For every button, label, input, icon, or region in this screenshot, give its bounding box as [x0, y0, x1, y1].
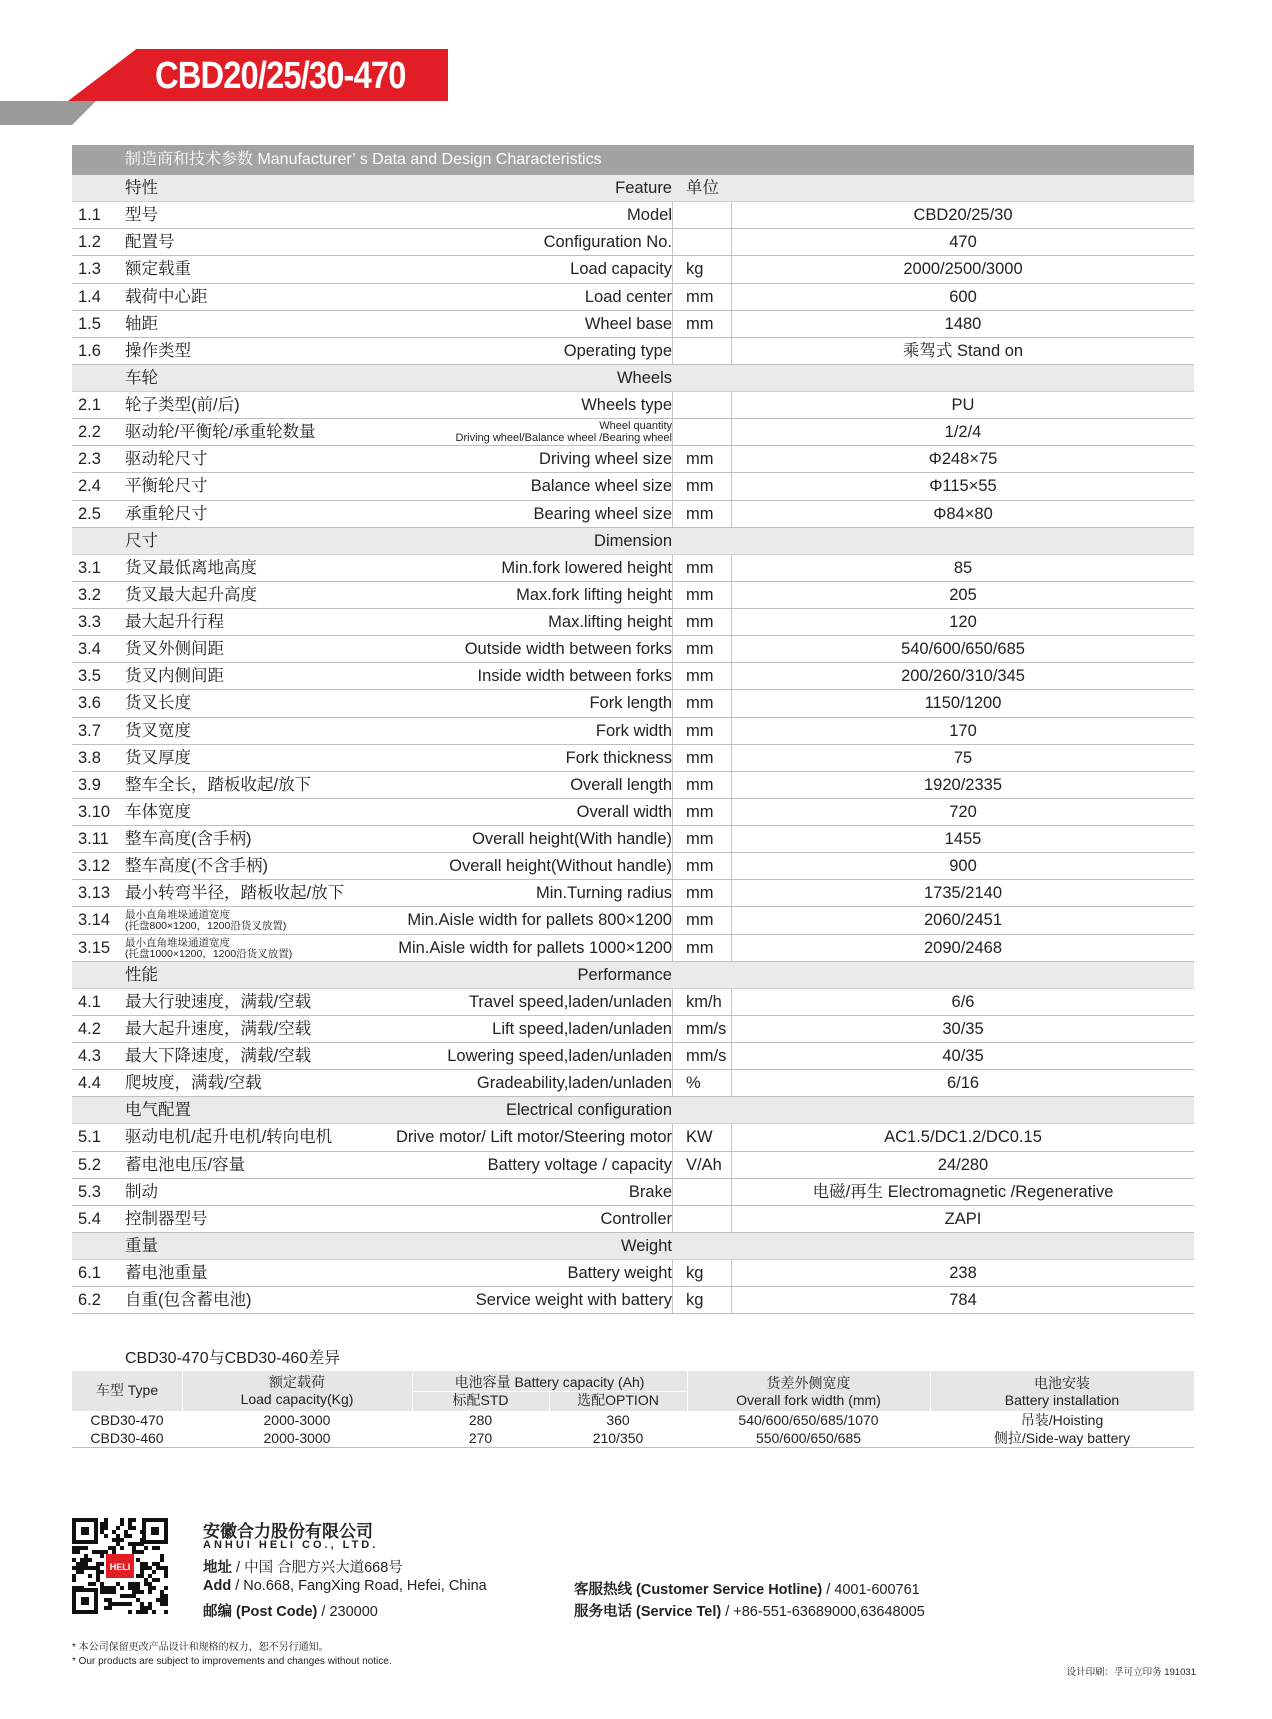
row-value: 1455 [944, 830, 982, 848]
row-number: 2.2 [78, 423, 101, 442]
spec-row [72, 718, 1194, 745]
row-number: 3.11 [78, 830, 109, 848]
row-number: 3.5 [78, 667, 101, 686]
row-label-en: Driving wheel size [539, 450, 672, 469]
row-value: CBD20/25/30 [913, 206, 1013, 225]
row-label-en: Max.fork lifting height [516, 585, 672, 604]
col-battery: 电池容量 Battery capacity (Ah) [454, 1374, 645, 1390]
row-unit: mm [686, 694, 714, 713]
spec-row [72, 853, 1194, 880]
row-unit: kg [686, 1291, 704, 1310]
row-value: 238 [949, 1264, 977, 1282]
row-value: 2090/2468 [924, 938, 1002, 957]
page-title: CBD20/25/30-470 [155, 55, 406, 97]
row-unit: mm [686, 585, 714, 604]
row-label-cn: 驱动轮/平衡轮/承重轮数量 [125, 423, 316, 442]
spec-row [72, 284, 1194, 311]
row-unit: mm/s [686, 1019, 727, 1038]
row-label-en: Travel speed,laden/unladen [468, 992, 672, 1011]
row-label-en: Battery voltage / capacity [487, 1155, 672, 1174]
row-unit: mm [686, 884, 714, 903]
row-value: ZAPI [944, 1209, 982, 1228]
row-number: 3.14 [78, 911, 111, 930]
row-label-cn: 特性 [125, 179, 158, 197]
row-label-cn: 整车高度(不含手柄) [125, 857, 268, 876]
row-label-en: Bearing wheel size [533, 504, 672, 523]
row-number: 2.3 [78, 450, 101, 469]
row-value: 75 [953, 748, 973, 767]
row-value: 6/6 [951, 992, 975, 1011]
row-value: 1735/2140 [924, 884, 1002, 903]
row-label-cn: 轴距 [125, 314, 158, 333]
row-label-en: Wheels [616, 368, 672, 387]
comparison-row [72, 1411, 1194, 1429]
spec-row [72, 745, 1194, 772]
row-value: 6/16 [946, 1074, 980, 1093]
row-label-en: Outside width between forks [464, 640, 672, 659]
row-unit: mm/s [686, 1047, 727, 1065]
disclaimer-en: * Our products are subject to improvements and changes without notice. [72, 1656, 392, 1667]
spec-row [72, 989, 1194, 1016]
row-label-en: Fork length [589, 694, 672, 713]
row-number: 4.4 [78, 1074, 101, 1093]
row-value: 30/35 [942, 1019, 984, 1038]
spec-row [72, 1206, 1194, 1233]
row-unit: % [686, 1074, 701, 1093]
spec-row [72, 690, 1194, 717]
row-unit: mm [686, 504, 714, 523]
row-unit: mm [686, 287, 714, 306]
row-number: 1.2 [78, 233, 101, 252]
row-label-cn: 轮子类型(前/后) [125, 396, 240, 414]
col-load-cn: 额定载荷 [269, 1374, 325, 1390]
row-unit: mm [686, 775, 714, 794]
spec-row [72, 935, 1194, 962]
row-label-cn: 最大下降速度，满载/空载 [125, 1047, 312, 1065]
row-label-cn: 货叉宽度 [125, 721, 191, 740]
row-value: 24/280 [937, 1155, 989, 1174]
spec-row [72, 229, 1194, 256]
comparison-cell-fork: 540/600/650/685/1070 [738, 1412, 879, 1428]
row-label-en: Overall width [576, 802, 672, 821]
row-label-en: Model [627, 206, 672, 225]
row-label-cn: 货叉长度 [125, 694, 191, 713]
row-label-cn: 性能 [125, 965, 158, 984]
row-label-en: Battery weight [567, 1264, 672, 1282]
col-fork-en: Overall fork width (mm) [736, 1392, 881, 1408]
row-label-cn: 货叉外侧间距 [125, 640, 224, 659]
comparison-cell-install: 吊装/Hoisting [1020, 1412, 1104, 1428]
row-unit: V/Ah [686, 1155, 722, 1174]
row-unit: mm [686, 802, 714, 821]
row-number: 3.8 [78, 748, 101, 767]
row-number: 3.2 [78, 585, 101, 604]
row-value: 120 [949, 613, 977, 631]
row-value: 784 [949, 1291, 977, 1310]
row-label-cn: 蓄电池重量 [125, 1264, 208, 1282]
row-label-cn: 整车全长，踏板收起/放下 [125, 775, 312, 794]
col-install-cn: 电池安装 [1034, 1375, 1090, 1391]
comparison-cell-std: 280 [468, 1412, 493, 1428]
row-value: 乘驾式 Stand on [902, 341, 1024, 360]
row-label-cn: 货叉内侧间距 [125, 667, 224, 686]
row-label-cn: 控制器型号 [125, 1209, 208, 1228]
spec-row [72, 311, 1194, 338]
row-value: 40/35 [942, 1047, 984, 1065]
row-label-cn: 重量 [125, 1236, 158, 1255]
row-number: 1.1 [78, 206, 101, 225]
row-label-cn: 配置号 [125, 233, 175, 252]
row-number: 3.12 [78, 857, 111, 876]
row-label-en: Performance [577, 965, 672, 984]
row-label-cn: 尺寸 [125, 531, 158, 550]
row-label-cn: 额定载重 [125, 260, 191, 279]
row-label-en: Wheel quantity Driving wheel/Balance wheel /Bearing wheel [455, 420, 672, 445]
row-label-en: Service weight with battery [475, 1291, 672, 1310]
spec-row [72, 663, 1194, 690]
comparison-table [72, 1371, 1194, 1448]
row-number: 5.2 [78, 1155, 101, 1174]
row-number: 4.3 [78, 1047, 101, 1065]
row-label-en: Brake [628, 1182, 672, 1201]
spec-row [72, 907, 1194, 934]
row-label-en: Fork thickness [565, 748, 672, 767]
spec-row [72, 419, 1194, 446]
row-label-en: Load center [584, 287, 672, 306]
hotline: 客服热线 (Customer Service Hotline) / 4001-600761 [574, 1582, 920, 1598]
spec-table [72, 145, 1194, 1314]
address-en: Add / No.668, FangXing Road, Hefei, China [203, 1578, 487, 1594]
qr-logo-text: HELI [109, 1562, 131, 1572]
address-cn: 地址 / 中国 合肥方兴大道668号 [203, 1560, 403, 1576]
row-unit: mm [686, 450, 714, 469]
row-number: 3.3 [78, 613, 101, 631]
row-number: 3.13 [78, 884, 111, 903]
row-number: 1.6 [78, 341, 101, 360]
spec-row [72, 202, 1194, 229]
row-label-cn: 整车高度(含手柄) [125, 830, 252, 848]
comparison-cell-load: 2000-3000 [263, 1412, 331, 1428]
comparison-cell-load: 2000-3000 [263, 1430, 331, 1446]
comparison-cell-std: 270 [468, 1430, 493, 1446]
row-label-en: Configuration No. [543, 233, 672, 252]
comparison-header [72, 1371, 1194, 1411]
service-tel: 服务电话 (Service Tel) / +86-551-63689000,63648005 [574, 1604, 925, 1620]
col-load-en: Load capacity(Kg) [240, 1391, 354, 1407]
row-number: 4.1 [78, 992, 101, 1011]
row-label-cn: 自重(包含蓄电池) [125, 1291, 252, 1310]
row-label-en: Lift speed,laden/unladen [492, 1019, 672, 1038]
row-number: 3.7 [78, 721, 101, 740]
post-code: 邮编 (Post Code) / 230000 [203, 1604, 378, 1620]
row-unit: mm [686, 721, 714, 740]
spec-row [72, 1179, 1194, 1206]
spec-row [72, 582, 1194, 609]
row-unit: mm [686, 748, 714, 767]
spec-row [72, 256, 1194, 283]
row-value: 1150/1200 [924, 694, 1002, 713]
row-label-cn: 最小直角堆垛通道宽度 (托盘800×1200，1200沿货叉放置) [125, 909, 287, 933]
row-label-en: Min.Aisle width for pallets 1000×1200 [398, 938, 672, 957]
row-number: 3.9 [78, 775, 101, 794]
row-unit: mm [686, 667, 714, 686]
spec-row [72, 636, 1194, 663]
spec-row [72, 501, 1194, 528]
row-number: 3.1 [78, 558, 101, 577]
row-label-cn: 制动 [125, 1182, 158, 1201]
category-row [72, 528, 1194, 555]
col-install-en: Battery installation [1004, 1392, 1120, 1408]
row-label-cn: 货叉最大起升高度 [125, 585, 257, 604]
row-label-cn: 货叉厚度 [125, 748, 191, 767]
row-value: 1/2/4 [944, 423, 982, 442]
row-label-en: Feature [615, 179, 672, 197]
row-label-en: Gradeability,laden/unladen [476, 1074, 672, 1093]
row-unit: 单位 [686, 179, 719, 197]
spec-row [72, 1016, 1194, 1043]
row-label-cn: 型号 [125, 206, 158, 225]
category-row [72, 365, 1194, 392]
row-number: 6.1 [78, 1264, 101, 1282]
row-value: 600 [949, 287, 977, 306]
row-value: 2000/2500/3000 [903, 260, 1023, 279]
category-row [72, 175, 1194, 202]
row-label-cn: 平衡轮尺寸 [125, 477, 208, 496]
spec-row [72, 772, 1194, 799]
col-option: 选配OPTION [577, 1392, 659, 1408]
row-label-en: Weight [620, 1236, 672, 1255]
row-label-cn: 蓄电池电压/容量 [125, 1155, 246, 1174]
comparison-title: CBD30-470与CBD30-460差异 [125, 1350, 341, 1367]
banner-grey-stripe [0, 101, 96, 125]
row-unit: kg [686, 1264, 704, 1282]
row-label-cn: 电气配置 [125, 1101, 191, 1120]
row-label-cn: 操作类型 [125, 341, 191, 360]
row-label-en: Overall length [570, 775, 672, 794]
comparison-cell-fork: 550/600/650/685 [755, 1430, 862, 1446]
row-label-en: Drive motor/ Lift motor/Steering motor [395, 1128, 672, 1147]
row-label-cn: 承重轮尺寸 [125, 504, 208, 523]
row-value: 85 [953, 558, 973, 577]
spec-row [72, 392, 1194, 419]
row-label-en: Operating type [563, 341, 672, 360]
spec-row [72, 1070, 1194, 1097]
spec-row [72, 1043, 1194, 1070]
col-type: 车型 Type [95, 1382, 159, 1398]
comparison-cell-install: 侧拉/Side-way battery [993, 1430, 1131, 1446]
row-unit: km/h [686, 992, 722, 1011]
company-name-cn: 安徽合力股份有限公司 [203, 1522, 373, 1541]
row-value: 1920/2335 [924, 775, 1002, 794]
row-unit: mm [686, 477, 714, 496]
row-label-en: Min.Turning radius [535, 884, 672, 903]
row-number: 1.4 [78, 287, 101, 306]
row-number: 5.3 [78, 1182, 101, 1201]
row-unit: mm [686, 314, 714, 333]
spec-row [72, 473, 1194, 500]
spec-row [72, 1152, 1194, 1179]
row-label-en: Inside width between forks [477, 667, 672, 686]
comparison-body [72, 1411, 1194, 1447]
row-label-cn: 最大起升速度，满载/空载 [125, 1019, 312, 1038]
row-number: 5.4 [78, 1209, 101, 1228]
row-label-en: Overall height(Without handle) [449, 857, 672, 876]
row-label-en: Controller [600, 1209, 672, 1228]
row-label-en: Min.fork lowered height [501, 558, 672, 577]
spec-row [72, 1287, 1194, 1314]
row-label-en: Balance wheel size [530, 477, 672, 496]
comparison-cell-option: 360 [606, 1412, 630, 1428]
row-unit: mm [686, 857, 714, 876]
row-value: 电磁/再生 Electromagnetic /Regenerative [812, 1182, 1114, 1201]
spec-table-header: 制造商和技术参数 Manufacturer’ s Data and Design Characteristics [72, 145, 1194, 175]
spec-row [72, 1124, 1194, 1151]
row-value: AC1.5/DC1.2/DC0.15 [884, 1128, 1042, 1147]
comparison-cell-type: CBD30-460 [90, 1430, 164, 1446]
comparison-row [72, 1429, 1194, 1447]
spec-row [72, 338, 1194, 365]
row-unit: mm [686, 640, 714, 659]
row-label-en: Dimension [594, 531, 672, 550]
category-row [72, 962, 1194, 989]
row-number: 1.5 [78, 314, 101, 333]
row-value: 720 [949, 802, 977, 821]
row-label-en: Min.Aisle width for pallets 800×1200 [407, 911, 672, 930]
row-label-en: Wheels type [581, 396, 672, 414]
spec-row [72, 555, 1194, 582]
row-number: 3.4 [78, 640, 101, 659]
row-label-cn: 最小转弯半径，踏板收起/放下 [125, 884, 345, 903]
row-value: 2060/2451 [924, 911, 1002, 930]
row-value: 540/600/650/685 [901, 640, 1025, 659]
spec-row [72, 1260, 1194, 1287]
row-unit: mm [686, 911, 714, 930]
row-value: Φ115×55 [929, 477, 997, 496]
row-label-en: Max.lifting height [548, 613, 672, 631]
qr-code-icon [72, 1518, 168, 1614]
col-std: 标配STD [452, 1392, 509, 1408]
col-fork-cn: 货差外侧宽度 [766, 1375, 851, 1391]
row-value: PU [951, 396, 975, 414]
row-label-en: Lowering speed,laden/unladen [447, 1047, 672, 1065]
print-info: 设计印刷：孚可立印务 191031 [1066, 1667, 1196, 1678]
row-label-en: Fork width [595, 721, 672, 740]
comparison-cell-option: 210/350 [592, 1430, 644, 1446]
row-number: 2.5 [78, 504, 101, 523]
row-value: Φ84×80 [933, 504, 993, 523]
spec-row [72, 880, 1194, 907]
row-label-cn: 爬坡度，满载/空载 [125, 1074, 262, 1093]
row-number: 3.15 [78, 938, 111, 957]
row-number: 2.1 [78, 396, 101, 414]
spec-row [72, 609, 1194, 636]
row-number: 3.6 [78, 694, 101, 713]
row-label-cn: 车轮 [125, 368, 158, 387]
row-value: 205 [949, 585, 977, 604]
comparison-cell-type: CBD30-470 [90, 1412, 164, 1428]
row-label-en: Electrical configuration [506, 1101, 672, 1120]
row-number: 3.10 [78, 802, 111, 821]
row-label-en: Load capacity [570, 260, 672, 279]
row-label-cn: 货叉最低离地高度 [125, 558, 257, 577]
disclaimer-cn: * 本公司保留更改产品设计和规格的权力，恕不另行通知。 [72, 1642, 329, 1653]
spec-row [72, 826, 1194, 853]
company-name-en: ANHUI HELI CO., LTD. [203, 1539, 379, 1551]
row-unit: KW [686, 1128, 713, 1147]
row-number: 6.2 [78, 1291, 101, 1310]
row-value: Φ248×75 [928, 450, 998, 469]
spec-table-body [72, 175, 1194, 1314]
row-value: 470 [949, 233, 977, 252]
row-label-en: Overall height(With handle) [472, 830, 672, 848]
row-value: 1480 [944, 314, 982, 333]
row-label-cn: 最大起升行程 [125, 613, 224, 631]
row-number: 4.2 [78, 1019, 101, 1038]
row-label-cn: 驱动电机/起升电机/转向电机 [125, 1128, 333, 1147]
category-row [72, 1097, 1194, 1124]
row-unit: kg [686, 260, 704, 279]
row-value: 200/260/310/345 [901, 667, 1025, 686]
row-label-cn: 最小直角堆垛通道宽度 (托盘1000×1200，1200沿货叉放置) [125, 936, 293, 960]
row-value: 170 [949, 721, 977, 740]
row-label-cn: 载荷中心距 [125, 287, 208, 306]
row-unit: mm [686, 558, 714, 577]
row-number: 1.3 [78, 260, 101, 279]
spec-row [72, 446, 1194, 473]
row-label-cn: 车体宽度 [125, 802, 191, 821]
row-label-cn: 驱动轮尺寸 [125, 450, 208, 469]
row-label-cn: 最大行驶速度，满载/空载 [125, 992, 312, 1011]
row-value: 900 [949, 857, 977, 876]
category-row [72, 1233, 1194, 1260]
row-unit: mm [686, 613, 714, 631]
row-number: 5.1 [78, 1128, 101, 1147]
row-label-en: Wheel base [584, 314, 672, 333]
row-unit: mm [686, 938, 714, 957]
row-number: 2.4 [78, 477, 101, 496]
spec-row [72, 799, 1194, 826]
row-unit: mm [686, 830, 714, 848]
